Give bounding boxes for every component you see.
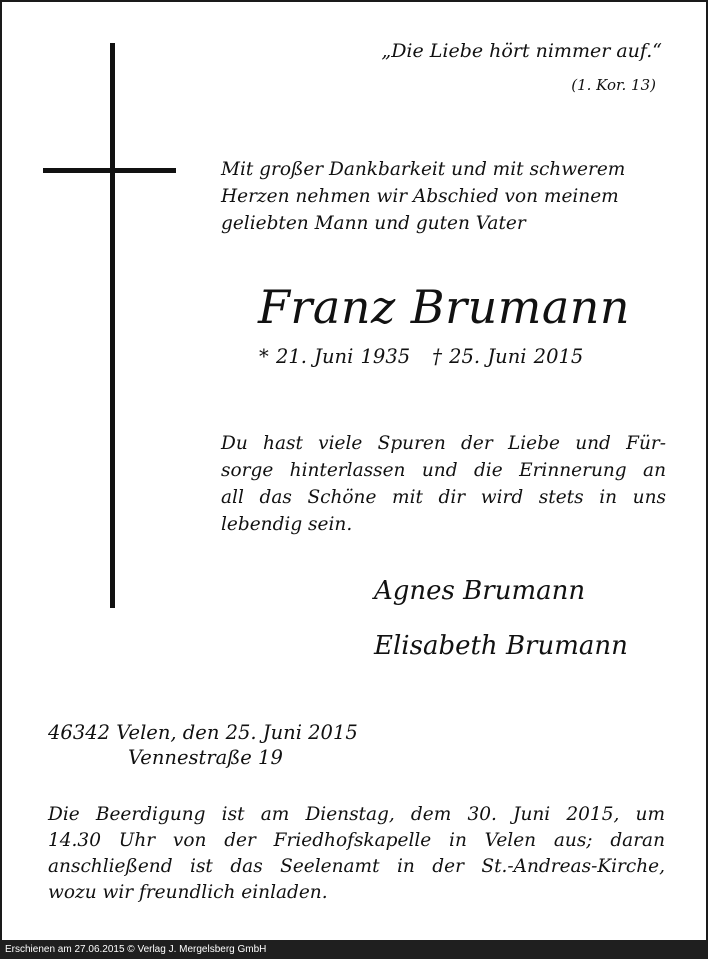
intro-line: Herzen nehmen wir Abschied von meinem bbox=[221, 186, 619, 207]
tribute-line: lebendig sein. bbox=[221, 514, 353, 535]
street-address: Vennestraße 19 bbox=[128, 746, 283, 769]
publication-footer: Erschienen am 27.06.2015 © Verlag J. Mergelsberg GmbH bbox=[0, 940, 708, 959]
city-date: 46342 Velen, den 25. Juni 2015 bbox=[48, 721, 358, 744]
intro-line: geliebten Mann und guten Vater bbox=[221, 213, 526, 234]
address-block bbox=[48, 720, 358, 770]
intro-text bbox=[221, 156, 666, 237]
funeral-line: anschließend ist das Seelenamt in der St.-Andreas-Kirche, bbox=[48, 856, 665, 877]
life-dates bbox=[259, 345, 583, 368]
funeral-line: Die Beerdigung ist am Dienstag, dem 30. Juni 2015, um bbox=[48, 804, 665, 825]
funeral-line: 14.30 Uhr von der Friedhofskapelle in Velen aus; daran bbox=[48, 830, 665, 851]
bible-quote: „Die Liebe hört nimmer auf.“ bbox=[381, 40, 662, 62]
funeral-line: wozu wir freundlich einladen. bbox=[48, 882, 328, 903]
funeral-details bbox=[48, 802, 665, 906]
cross-horizontal-bar bbox=[43, 168, 176, 173]
mourner-name: Agnes Brumann bbox=[374, 576, 586, 606]
death-date: † 25. Juni 2015 bbox=[432, 345, 584, 368]
tribute-line: Du hast viele Spuren der Liebe und Für- bbox=[221, 433, 666, 454]
mourner-name: Elisabeth Brumann bbox=[374, 631, 628, 661]
intro-line: Mit großer Dankbarkeit und mit schwerem bbox=[221, 159, 626, 180]
bible-quote-reference: (1. Kor. 13) bbox=[571, 76, 656, 94]
birth-date: * 21. Juni 1935 bbox=[259, 345, 411, 368]
deceased-name: Franz Brumann bbox=[257, 280, 631, 334]
tribute-text bbox=[221, 430, 666, 538]
tribute-line: sorge hinterlassen und die Erinnerung an bbox=[221, 460, 666, 481]
tribute-line: all das Schöne mit dir wird stets in uns bbox=[221, 487, 666, 508]
